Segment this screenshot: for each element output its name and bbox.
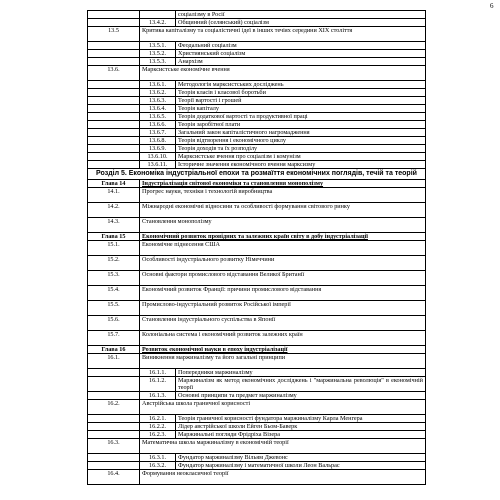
- subsection-number: 13.4.2.: [140, 19, 176, 27]
- subsection-number: [140, 11, 176, 19]
- table-row: [88, 105, 426, 113]
- subsection-number: 13.6.4.: [140, 105, 176, 113]
- table-row: [88, 369, 426, 377]
- subsection-title: Теорія капіталу: [176, 105, 426, 113]
- section-number: [88, 19, 140, 27]
- subsection-number: 16.3.1.: [140, 454, 176, 462]
- subsection-title: Основні принципи та предмет маржиналізму: [176, 392, 426, 400]
- subsection-title: Маржиналізм як метод економічних досліджень і "маржинальна революція" в економічній теорії: [176, 377, 426, 392]
- section-number: 13.6.: [88, 66, 140, 81]
- section-number: 16.1.: [88, 354, 140, 369]
- table-row: [88, 137, 426, 145]
- table-row: [88, 462, 426, 470]
- section-title: Становлення індустріального суспільства в Японії: [140, 316, 426, 331]
- subsection-title: Маржинальні погляди Фрідріха Візера: [176, 431, 426, 439]
- section-number: [88, 153, 140, 161]
- table-row: [88, 454, 426, 462]
- section-number: [88, 161, 140, 169]
- subsection-title: Теорія заробітної плати: [176, 121, 426, 129]
- section-number: 15.5.: [88, 301, 140, 316]
- chapter-title: Розвиток економічної науки в епоху індустріалізації: [140, 346, 426, 354]
- section-number: [88, 462, 140, 470]
- subsection-number: 13.6.11.: [140, 161, 176, 169]
- section-title: Становлення монополізму: [140, 218, 426, 233]
- table-row: [88, 233, 426, 241]
- section-number: [88, 145, 140, 153]
- section-number: 14.3.: [88, 218, 140, 233]
- section-number: [88, 415, 140, 423]
- subsection-title: Марксистське вчення про соціалізм і комунізм: [176, 153, 426, 161]
- table-row: [88, 129, 426, 137]
- subsection-number: 13.6.5.: [140, 113, 176, 121]
- chapter-number: Глава 16: [88, 346, 140, 354]
- section-number: [88, 105, 140, 113]
- section-number: 16.2.: [88, 400, 140, 415]
- section-number: 16.3.: [88, 439, 140, 454]
- table-row: [88, 439, 426, 454]
- section-title: Прогрес науки, техніки і технологій виробництва: [140, 188, 426, 203]
- chapter-number: Глава 15: [88, 233, 140, 241]
- section-title: Колоніальна система і економічний розвиток залежних країн: [140, 331, 426, 346]
- subsection-number: 16.2.1.: [140, 415, 176, 423]
- section-number: 15.7.: [88, 331, 140, 346]
- section-number: [88, 97, 140, 105]
- table-row: [88, 153, 426, 161]
- subsection-number: 16.1.2.: [140, 377, 176, 392]
- subsection-title: Загальний закон капіталістичного нагромадження: [176, 129, 426, 137]
- section-number: [88, 454, 140, 462]
- table-row: [88, 180, 426, 188]
- table-row: [88, 203, 426, 218]
- section-title: Економічне піднесення США: [140, 241, 426, 256]
- table-row: [88, 89, 426, 97]
- table-row: [88, 415, 426, 423]
- section-title: Австрійська школа граничної корисності: [140, 400, 426, 415]
- subsection-number: 13.6.9.: [140, 145, 176, 153]
- table-row: [88, 161, 426, 169]
- table-row: [88, 354, 426, 369]
- subsection-title: Теорії вартості і грошей: [176, 97, 426, 105]
- subsection-title: Фундатор маржиналізму і математичної школи Леон Вальрас: [176, 462, 426, 470]
- table-row: [88, 316, 426, 331]
- table-row: [88, 66, 426, 81]
- section-title: Виникнення маржиналізму та його загальні принципи: [140, 354, 426, 369]
- table-row: [88, 58, 426, 66]
- subsection-title: Фундатор маржиналізму Вільям Джевонс: [176, 454, 426, 462]
- subsection-title: Теорія доходів та їх розподілу: [176, 145, 426, 153]
- section-title: Математична школа маржиналізму в економічній теорії: [140, 439, 426, 454]
- table-row: [88, 81, 426, 89]
- chapter-number: Глава 14: [88, 180, 140, 188]
- section-number: 16.4.: [88, 470, 140, 485]
- section-number: 15.4.: [88, 286, 140, 301]
- section-number: [88, 377, 140, 392]
- section-number: [88, 11, 140, 19]
- table-row: [88, 241, 426, 256]
- subsection-title: Попередники маржиналізму: [176, 369, 426, 377]
- table-row: [88, 392, 426, 400]
- subsection-title: Общинний (селянський) соціалізм: [176, 19, 426, 27]
- section-number: 15.2.: [88, 256, 140, 271]
- subsection-number: 13.6.10.: [140, 153, 176, 161]
- table-row: [88, 188, 426, 203]
- section-title: Міжнародні економічні відносини та особливості формування світового ринку: [140, 203, 426, 218]
- subsection-number: 16.1.3.: [140, 392, 176, 400]
- section-number: 14.1.: [88, 188, 140, 203]
- chapter-title: Економічний розвиток провідних та залежних країн світу в добу індустріалізації: [140, 233, 426, 241]
- table-row: [88, 377, 426, 392]
- subsection-title: соціалізму в Росії: [176, 11, 426, 19]
- section-number: [88, 42, 140, 50]
- subsection-title: Теорія класів і класової боротьби: [176, 89, 426, 97]
- table-row: [88, 27, 426, 42]
- part-heading: Розділ 5. Економіка індустріальної епохи та розмаїття економічних поглядів, течій та теорій: [88, 169, 426, 180]
- subsection-title: Анархізм: [176, 58, 426, 66]
- table-row: [88, 218, 426, 233]
- subsection-number: 16.3.2.: [140, 462, 176, 470]
- table-row: [88, 50, 426, 58]
- section-number: [88, 392, 140, 400]
- table-row: [88, 331, 426, 346]
- table-row: [88, 256, 426, 271]
- table-row: [88, 11, 426, 19]
- page-number: 6: [490, 2, 494, 10]
- table-row: [88, 346, 426, 354]
- section-number: [88, 137, 140, 145]
- subsection-number: 13.6.2.: [140, 89, 176, 97]
- table-row: [88, 400, 426, 415]
- table-row: [88, 286, 426, 301]
- table-row: [88, 97, 426, 105]
- section-title: Марксистське економічне вчення: [140, 66, 426, 81]
- section-number: [88, 58, 140, 66]
- table-row: [88, 19, 426, 27]
- section-number: [88, 129, 140, 137]
- subsection-number: 16.1.1.: [140, 369, 176, 377]
- section-number: [88, 431, 140, 439]
- subsection-number: 13.5.3.: [140, 58, 176, 66]
- section-title: Формування неокласичної теорії: [140, 470, 426, 485]
- section-number: [88, 50, 140, 58]
- subsection-number: 13.5.1.: [140, 42, 176, 50]
- subsection-number: 13.6.3.: [140, 97, 176, 105]
- table-row: [88, 423, 426, 431]
- subsection-title: Теорія граничної корисності фундатора маржиналізму Карла Менгера: [176, 415, 426, 423]
- table-row: [88, 145, 426, 153]
- table-row: [88, 431, 426, 439]
- subsection-title: Методологія марксистських досліджень: [176, 81, 426, 89]
- section-title: Критика капіталізму та соціалістичні ідеї в інших течіях середини ХІХ століття: [140, 27, 426, 42]
- contents-table: [87, 10, 426, 485]
- subsection-number: 16.2.2.: [140, 423, 176, 431]
- section-number: [88, 121, 140, 129]
- section-number: 15.6.: [88, 316, 140, 331]
- section-title: Основні фактори промислового відставання Великої Британії: [140, 271, 426, 286]
- subsection-number: 13.6.6.: [140, 121, 176, 129]
- section-number: [88, 423, 140, 431]
- section-number: [88, 113, 140, 121]
- subsection-number: 13.6.7.: [140, 129, 176, 137]
- section-title: Особливості індустріального розвитку Німеччини: [140, 256, 426, 271]
- section-title: Економічний розвиток Франції: причини промислового відставання: [140, 286, 426, 301]
- table-row: [88, 169, 426, 180]
- subsection-number: 13.5.2.: [140, 50, 176, 58]
- table-row: [88, 121, 426, 129]
- subsection-title: Теорія додаткової вартості та продуктивної праці: [176, 113, 426, 121]
- table-row: [88, 42, 426, 50]
- section-number: 15.1.: [88, 241, 140, 256]
- table-row: [88, 113, 426, 121]
- section-number: 13.5: [88, 27, 140, 42]
- subsection-title: Теорія відтворення і економічного циклу: [176, 137, 426, 145]
- subsection-title: Феодальний соціалізм: [176, 42, 426, 50]
- section-number: [88, 89, 140, 97]
- table-row: [88, 271, 426, 286]
- subsection-number: 16.2.3.: [140, 431, 176, 439]
- table-row: [88, 470, 426, 485]
- section-number: 15.3.: [88, 271, 140, 286]
- subsection-number: 13.6.8.: [140, 137, 176, 145]
- subsection-title: Християнський соціалізм: [176, 50, 426, 58]
- section-number: [88, 81, 140, 89]
- section-number: [88, 369, 140, 377]
- subsection-title: Лідер австрійської школи Ейген Бьом-Баверк: [176, 423, 426, 431]
- section-title: Промислово-індустріальний розвиток Російської імперії: [140, 301, 426, 316]
- subsection-number: 13.6.1.: [140, 81, 176, 89]
- chapter-title: Індустріалізація світової економіки та становлення монополізму: [140, 180, 426, 188]
- table-row: [88, 301, 426, 316]
- subsection-title: Історичне значення економічного вчення марксизму: [176, 161, 426, 169]
- section-number: 14.2.: [88, 203, 140, 218]
